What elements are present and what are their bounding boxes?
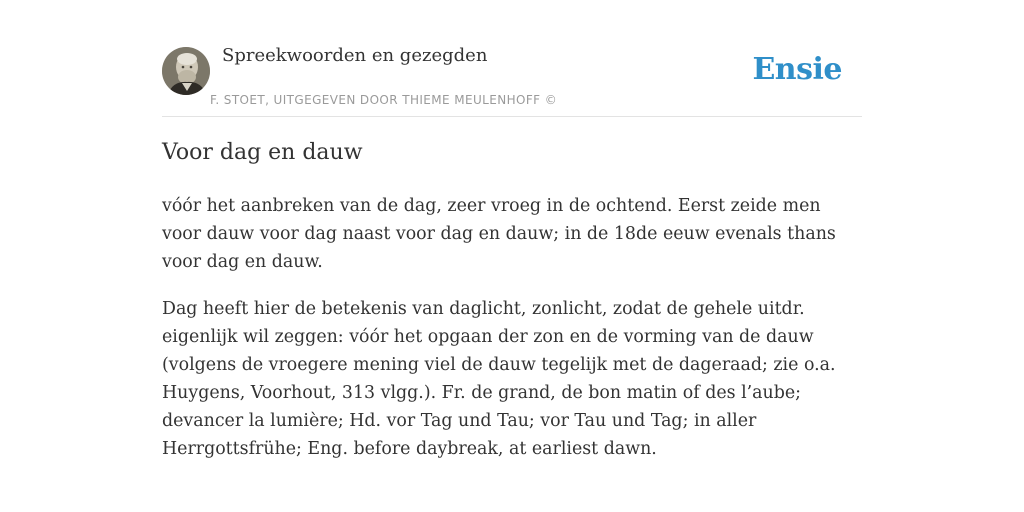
author-portrait-icon (162, 47, 210, 95)
entry-card (162, 0, 862, 512)
author-avatar (162, 47, 210, 95)
source-header (162, 0, 862, 117)
entry-paragraph-2: Dag heeft hier de betekenis van daglicht, zonlicht, zodat de gehele uitdr. eigenlijk wil zeggen: vóór het opgaan der zon en de vorming van de dauw (volgens de vroegere mening viel de dauw tegelijk met de dageraad; zie o.a. Huygens, Voorhout, 313 vlgg.). Fr. de grand, de bon matin of des l’aube; devancer la lumière; Hd. vor Tag und Tau; vor Tau und Tag; in aller Herrgottsfrühe; Eng. before daybreak, at earliest dawn. (162, 299, 836, 459)
entry-paragraph-1: vóór het aanbreken van de dag, zeer vroeg in de ochtend. Eerst zeide men voor dauw voor dag naast voor dag en dauw; in de 18de eeuw evenals thans voor dag en dauw. (162, 196, 836, 272)
entry-title: Voor dag en dauw (162, 140, 363, 165)
ensie-logo[interactable]: Ensie (752, 52, 842, 87)
source-credit: F. STOET, UITGEGEVEN DOOR THIEME MEULENHOFF © (210, 93, 558, 107)
source-title-link[interactable]: Spreekwoorden en gezegden (222, 45, 488, 66)
